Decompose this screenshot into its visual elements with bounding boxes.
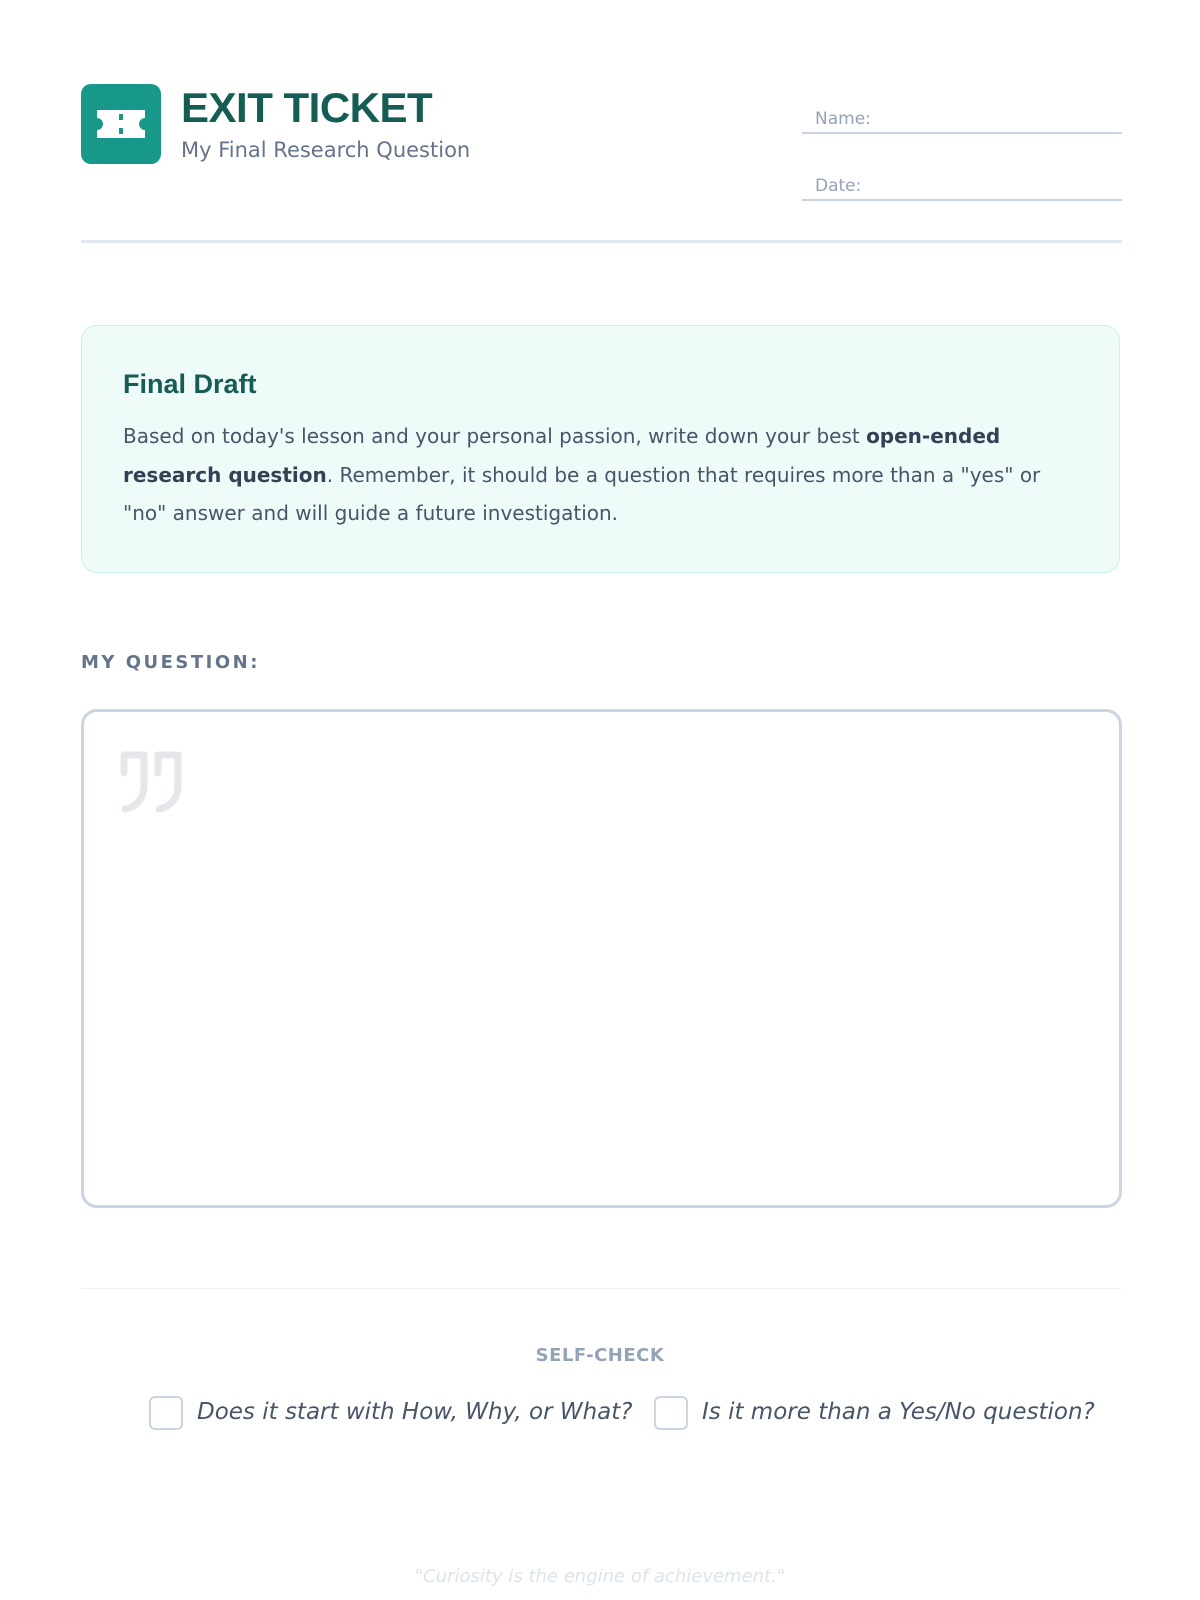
footer-quote: "Curiosity is the engine of achievement." bbox=[414, 1566, 786, 1587]
ticket-logo bbox=[81, 84, 161, 164]
final-draft-title: Final Draft bbox=[123, 369, 257, 399]
instructions-text-start: Based on today's lesson and your personal passion, write down your best bbox=[123, 424, 867, 448]
checkbox[interactable] bbox=[654, 1396, 688, 1430]
page-title: EXIT TICKET bbox=[181, 84, 433, 131]
self-check-title: SELF-CHECK bbox=[535, 1345, 665, 1366]
footer-divider bbox=[81, 1288, 1122, 1289]
self-check-item-label: Is it more than a Yes/No question? bbox=[702, 1399, 1095, 1425]
date-field[interactable] bbox=[802, 171, 1122, 201]
name-field[interactable] bbox=[802, 104, 1122, 134]
ticket-icon bbox=[81, 84, 161, 164]
question-answer-box[interactable] bbox=[81, 709, 1122, 1208]
checkbox[interactable] bbox=[149, 1396, 183, 1430]
instructions-emphasis: open-ended research question bbox=[123, 424, 1001, 487]
quote-icon bbox=[116, 745, 186, 815]
header-divider bbox=[81, 240, 1122, 243]
date-label: Date: bbox=[815, 176, 862, 196]
name-label: Name: bbox=[815, 109, 871, 129]
final-draft-panel bbox=[81, 325, 1120, 573]
self-check-item-label: Does it start with How, Why, or What? bbox=[197, 1399, 633, 1425]
instructions-text-end: . Remember, it should be a question that requires more than a "yes" or "no" answer and will guide a future investigation. bbox=[123, 462, 1041, 525]
final-draft-instructions bbox=[123, 417, 1083, 533]
page-subtitle: My Final Research Question bbox=[181, 138, 471, 162]
my-question-label: MY QUESTION: bbox=[81, 652, 260, 673]
